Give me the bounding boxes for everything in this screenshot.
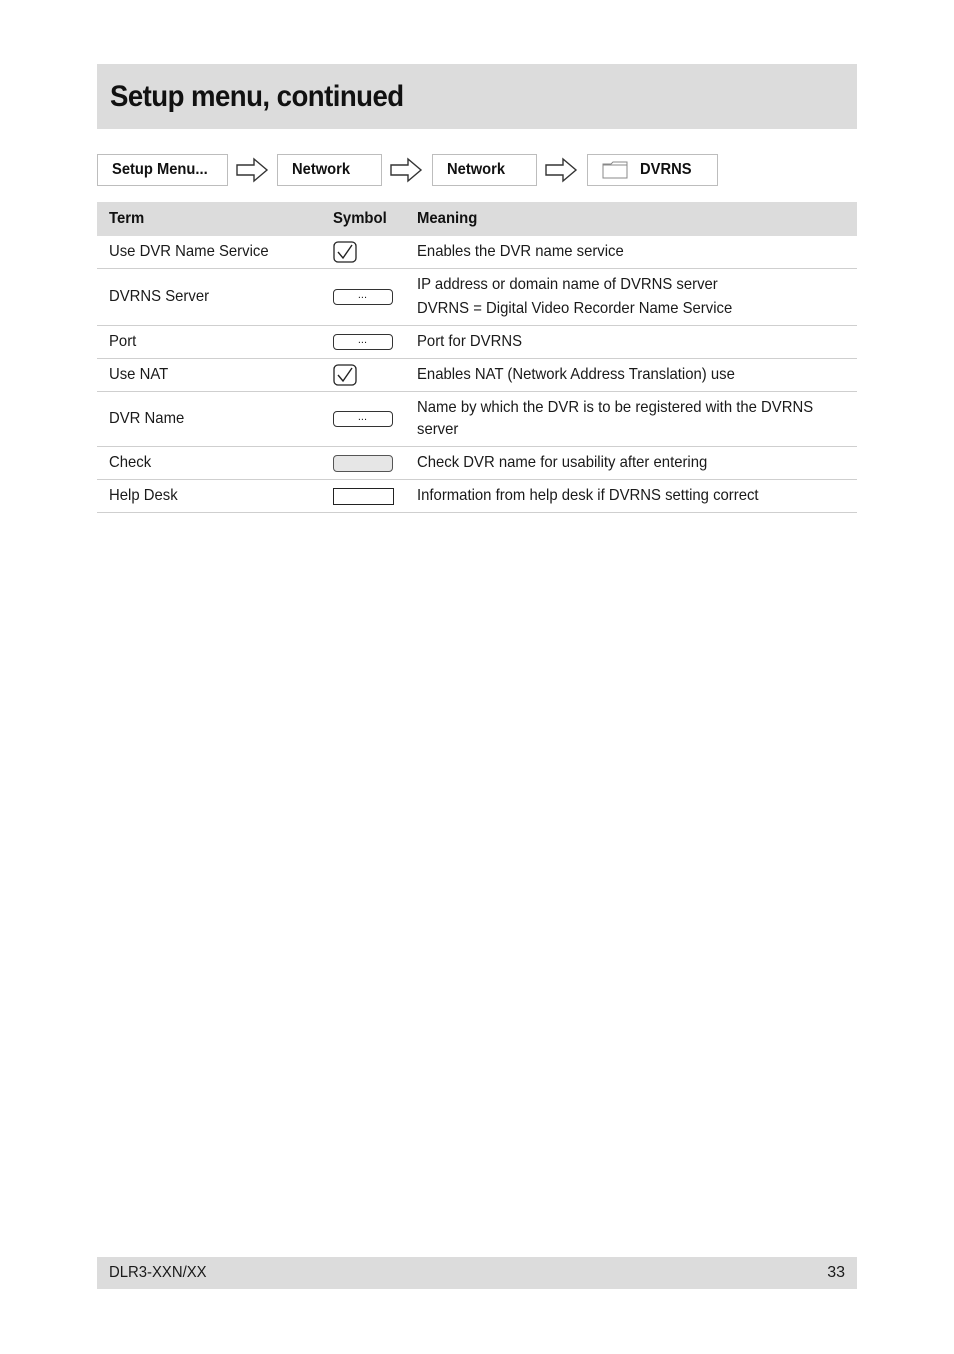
arrow-right-icon: [235, 157, 269, 183]
input-field-icon: ...: [333, 411, 393, 427]
page-footer: [97, 1257, 857, 1289]
table-row: [97, 392, 857, 447]
header-term: Term: [97, 202, 321, 236]
symbol-cell: [321, 359, 405, 392]
term-cell: Use NAT: [97, 359, 321, 392]
terms-table: [97, 202, 857, 513]
checkbox-checked-icon: [333, 364, 357, 386]
symbol-cell: [321, 447, 405, 480]
table-row: [97, 326, 857, 359]
symbol-cell: [321, 236, 405, 269]
symbol-cell: [321, 326, 405, 359]
table-row: [97, 269, 857, 326]
meaning-cell: Name by which the DVR is to be registered with the DVRNS server: [405, 392, 857, 447]
meaning-cell: Port for DVRNS: [405, 326, 857, 359]
folder-icon: [602, 161, 628, 179]
term-cell: Check: [97, 447, 321, 480]
model-number: DLR3-XXN/XX: [109, 1264, 207, 1281]
meaning-cell: IP address or domain name of DVRNS server DVRNS = Digital Video Recorder Name Service: [405, 269, 857, 326]
title-bar: [97, 64, 857, 129]
meaning-cell: Enables the DVR name service: [405, 236, 857, 269]
table-row: [97, 236, 857, 269]
term-cell: Use DVR Name Service: [97, 236, 321, 269]
table-header-row: [97, 202, 857, 236]
symbol-cell: [321, 480, 405, 513]
table-row: [97, 480, 857, 513]
meaning-cell: Check DVR name for usability after entering: [405, 447, 857, 480]
meaning-cell: Information from help desk if DVRNS setting correct: [405, 480, 857, 513]
button-icon: [333, 455, 393, 472]
checkbox-checked-icon: [333, 241, 357, 263]
meaning-cell: Enables NAT (Network Address Translation) use: [405, 359, 857, 392]
input-field-icon: ...: [333, 334, 393, 350]
breadcrumb: [97, 154, 857, 186]
term-cell: DVR Name: [97, 392, 321, 447]
page-title: Setup menu, continued: [110, 79, 404, 113]
header-symbol: Symbol: [321, 202, 405, 236]
arrow-right-icon: [544, 157, 578, 183]
term-cell: DVRNS Server: [97, 269, 321, 326]
table-row: [97, 359, 857, 392]
header-meaning: Meaning: [405, 202, 857, 236]
symbol-cell: [321, 392, 405, 447]
term-cell: Help Desk: [97, 480, 321, 513]
symbol-cell: [321, 269, 405, 326]
breadcrumb-network-2: Network: [432, 154, 537, 186]
arrow-right-icon: [389, 157, 423, 183]
page-number: 33: [827, 1264, 845, 1281]
input-field-icon: ...: [333, 289, 393, 305]
breadcrumb-dvrns: DVRNS: [587, 154, 718, 186]
breadcrumb-setup-menu: Setup Menu...: [97, 154, 228, 186]
term-cell: Port: [97, 326, 321, 359]
text-box-icon: [333, 488, 394, 505]
table-row: [97, 447, 857, 480]
breadcrumb-network-1: Network: [277, 154, 382, 186]
